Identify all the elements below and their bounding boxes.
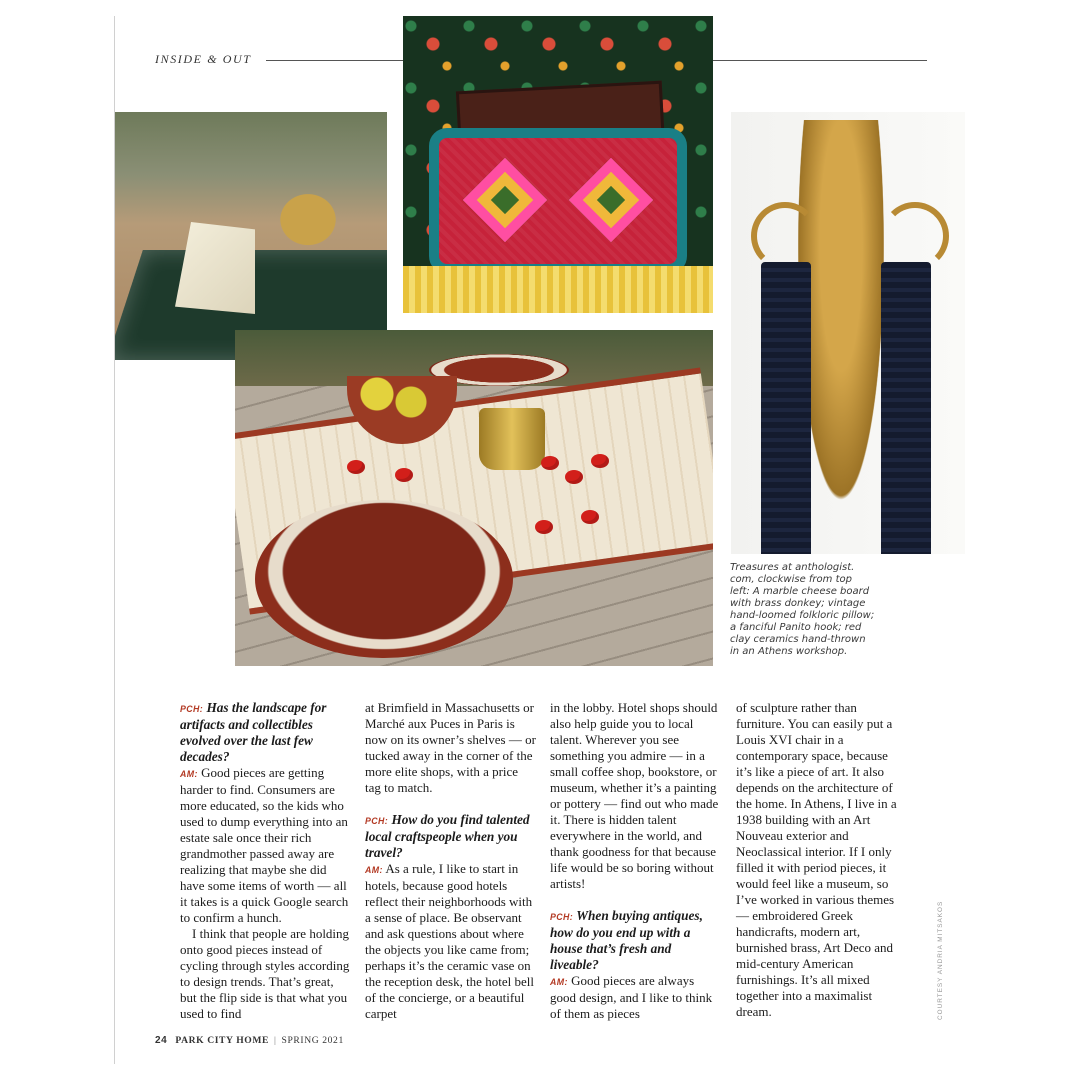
question-tag: PCH: [550, 912, 574, 922]
header-rule-left [266, 60, 404, 61]
text-column-2 [365, 700, 537, 1022]
answer-1-text: Good pieces are getting harder to find. Consumers are more educated, so the kids who used to dump everything into an estate sale once their rich grandmother passed away are realizing that maybe she did have some items of worth — all it takes is a quick Google search to confirm a hunch. [180, 765, 349, 925]
question-tag: PCH: [180, 704, 204, 714]
page-footer [155, 1035, 344, 1046]
text-column-3 [550, 700, 722, 1022]
section-label: INSIDE & OUT [155, 52, 252, 66]
cheese-wedge [175, 222, 255, 314]
publication-name: PARK CITY HOME [175, 1035, 270, 1046]
issue-date: SPRING 2021 [281, 1035, 344, 1046]
question-1-text: Has the landscape for artifacts and collectibles evolved over the last few decades? [180, 700, 327, 764]
page-number: 24 [155, 1035, 168, 1046]
answer-3 [550, 973, 722, 1022]
answer-1-paragraph-1 [180, 765, 352, 926]
photo-panito-hook [731, 112, 965, 554]
answer-1-paragraph-2: I think that people are holding onto good pieces instead of cycling through styles according to design trends. That’s great, but the flip side is that what you used to find [180, 926, 350, 1021]
photo-credit: COURTESY ANDRIA MITSAKOS [937, 900, 944, 1020]
question-2-text: How do you find talented local craftspeople when you travel? [365, 812, 530, 860]
text-column-4 [736, 700, 904, 1020]
question-2 [365, 812, 537, 861]
hook-arm-left [751, 202, 819, 270]
answer-tag: AM: [365, 865, 383, 875]
answer-1-continued: at Brimfield in Massachusetts or Marché aux Puces in Paris is now on its owner’s shelves — or tucked away in the corner of the more elite shops, with a price tag to match. [365, 700, 536, 795]
tomato [541, 456, 559, 470]
question-1 [180, 700, 352, 765]
photo-red-clay-ceramics [235, 330, 713, 666]
answer-2 [365, 861, 537, 1022]
tomato [395, 468, 413, 482]
photo-caption [730, 562, 910, 658]
header-rule-right [713, 60, 927, 61]
tomato [581, 510, 599, 524]
question-3 [550, 908, 722, 973]
footer-separator: | [274, 1035, 277, 1046]
brass-donkey [265, 180, 351, 252]
answer-tag: AM: [180, 769, 198, 779]
photo-cheese-board [115, 112, 387, 360]
tomato [591, 454, 609, 468]
answer-3-continued: of sculpture rather than furniture. You can easily put a Louis XVI chair in a contemporary space, because it’s like a piece of art. It also depends on the architecture of the home. In Athens, I live in a 1938 building with an Art Nouveau exterior and Neoclassical interior. If I only filled it with period pieces, it would feel like a museum, so I’ve worked in various themes — embroidered Greek handicrafts, modern art, burnished brass, Art Deco and mid-century American furnishings. It’s all mixed together into a maximalist dream. [736, 700, 897, 1019]
tomato [535, 520, 553, 534]
yellow-cloth [403, 266, 713, 313]
answer-3-text: Good pieces are always good design, and I like to think of them as pieces [550, 973, 713, 1021]
answer-tag: AM: [550, 977, 568, 987]
scarf-left [761, 262, 811, 554]
photo-folkloric-pillow [403, 16, 713, 313]
brass-planter [479, 408, 545, 470]
pillow-front-shape [429, 128, 687, 274]
answer-2-text: As a rule, I like to start in hotels, because good hotels reflect their neighborhoods with a sense of place. Be observant and ask questions about where the objects you like came from; perhaps it’s the ceramic vase on the reception desk, the hotel bell of the concierge, or a beautiful carpet [365, 861, 534, 1021]
answer-2-continued: in the lobby. Hotel shops should also help guide you to local talent. Wherever you see something you admire — in a small coffee shop, bookstore, or museum, whether it’s a painting or pottery — find out who made it. There is hidden talent everywhere in the world, and thank goodness for that because life would be so boring without artists! [550, 700, 719, 891]
hook-arm-right [881, 202, 949, 270]
tomato [565, 470, 583, 484]
caption-text: Treasures at anthologist. com, clockwise from top left: A marble cheese board with brass donkey; vintage hand-loomed folkloric pillow; a fanciful Panito hook; red clay ceramics hand-thrown in an Athens workshop. [730, 562, 875, 657]
red-clay-bowl [255, 500, 513, 658]
pillow-motif-right [569, 158, 654, 243]
question-3-text: When buying antiques, how do you end up with a house that’s fresh and liveable? [550, 908, 703, 972]
question-tag: PCH: [365, 816, 389, 826]
text-column-1 [180, 700, 352, 1022]
pillow-motif-left [463, 158, 548, 243]
tomato [347, 460, 365, 474]
scarf-right [881, 262, 931, 554]
